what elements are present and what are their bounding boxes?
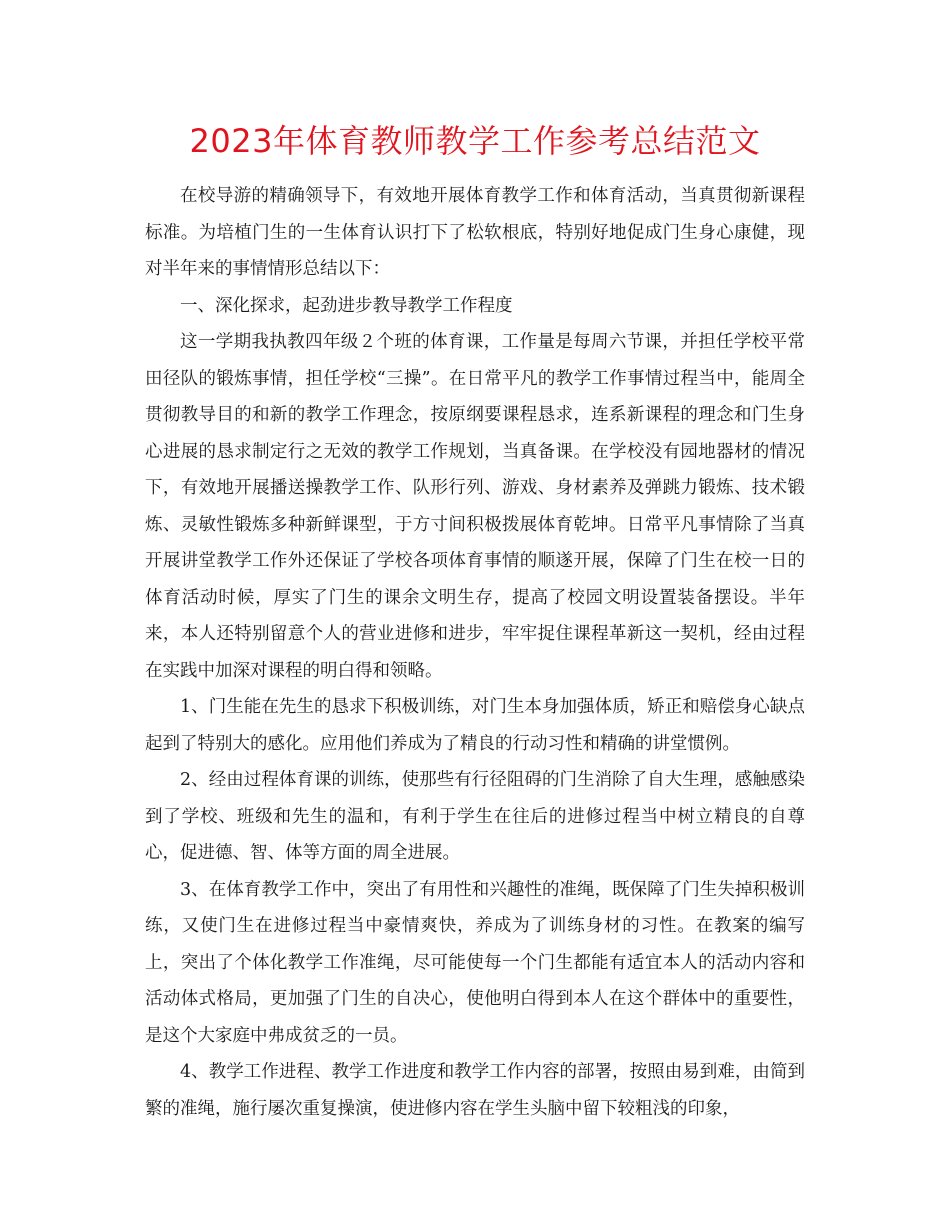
document-title: 2023年体育教师教学工作参考总结范文 (189, 122, 761, 160)
document-body (145, 178, 805, 1127)
list-item-4: 4、教学工作进程、教学工作进度和教学工作内容的部署，按照由易到难，由简到繁的准绳，施行屡次重复操演，使进修内容在学生头脑中留下较粗浅的印象， (145, 1062, 805, 1119)
section-heading-1: 一、深化探求，起劲进步教导教学工作程度 (180, 295, 513, 316)
list-item-1: 1、门生能在先生的恳求下积极训练，对门生本身加强体质，矫正和赔偿身心缺点起到了特别大的感化。应用他们养成为了精良的行动习性和精确的讲堂惯例。 (145, 697, 805, 754)
list-item-2: 2、经由过程体育课的训练，使那些有行径阻碍的门生消除了自大生理，感触感染到了学校、班级和先生的温和，有利于学生在往后的进修过程当中树立精良的自尊心，促进德、智、体等方面的周全进展。 (145, 770, 805, 863)
body-paragraph: 这一学期我执教四年级２个班的体育课，工作量是每周六节课，并担任学校平常田径队的锻炼事情，担任学校“三操”。在日常平凡的教学工作事情过程当中，能周全贯彻教导目的和新的教学工作理念，按原纲要课程恳求，连系新课程的理念和门生身心进展的恳求制定行之无效的教学工作规划，当真备课。在学校没有园地器材的情况下，有效地开展播送操教学工作、队形行列、游戏、身材素养及弹跳力锻炼、技术锻炼、灵敏性锻炼多种新鲜课型，于方寸间积极拨展体育乾坤。日常平凡事情除了当真开展讲堂教学工作外还保证了学校各项体育事情的顺遂开展，保障了门生在校一日的体育活动时候，厚实了门生的课余文明生存，提高了校园文明设置装备摆设。半年来，本人还特别留意个人的营业进修和进步，牢牢捉住课程革新这一契机，经由过程在实践中加深对课程的明白得和领略。 (145, 332, 805, 681)
list-item-3: 3、在体育教学工作中，突出了有用性和兴趣性的准绳，既保障了门生失掉积极训练，又使门生在进修过程当中豪情爽快，养成为了训练身材的习性。在教案的编写上，突出了个体化教学工作准绳，尽可能使每一个门生都能有适宜本人的活动内容和活动体式格局，更加强了门生的自决心，使他明白得到本人在这个群体中的重要性，是这个大家庭中弗成贫乏的一员。 (145, 879, 805, 1046)
document-page (145, 118, 805, 1127)
intro-paragraph: 在校导游的精确领导下，有效地开展体育教学工作和体育活动，当真贯彻新课程标准。为培植门生的一生体育认识打下了松软根底，特别好地促成门生身心康健，现对半年来的事情情形总结以下： (145, 186, 805, 279)
